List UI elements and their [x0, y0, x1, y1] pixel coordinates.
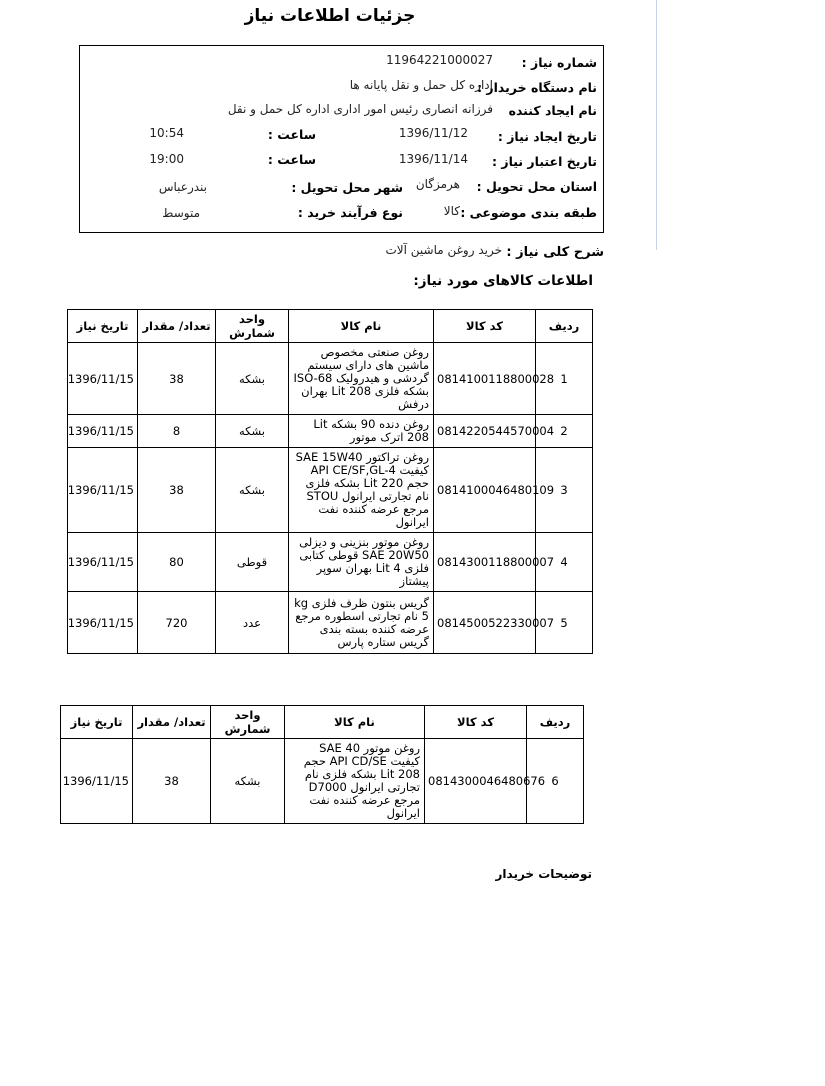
col-header-name: نام کالا: [289, 310, 434, 343]
cell-unit: عدد: [216, 592, 289, 654]
col-header-date: تاریخ نیاز: [68, 310, 138, 343]
buyer-notes-label: توضیحات خریدار: [495, 867, 592, 881]
need-number-value: 11964221000027: [386, 53, 493, 67]
cell-row: 4: [536, 533, 593, 592]
cell-qty: 38: [138, 448, 216, 533]
creator-label: نام ایجاد کننده: [508, 103, 597, 118]
page-divider-line: [656, 0, 657, 250]
cell-name: روغن صنعتی مخصوص ماشین های دارای سیستم گردشی و هیدرولیک ISO-68 بشکه فلزی Lit 208 بهران درفش: [289, 343, 434, 415]
cell-qty: 38: [138, 343, 216, 415]
buyer-org-label: نام دستگاه خریدار :: [477, 80, 597, 95]
goods-table: [67, 309, 593, 654]
cell-row: 3: [536, 448, 593, 533]
category-label: طبقه بندی موضوعی :: [460, 205, 597, 220]
category-value: کالا: [443, 204, 460, 218]
cell-date: 1396/11/15: [68, 343, 138, 415]
cell-qty: 8: [138, 415, 216, 448]
col-header-row: ردیف: [527, 706, 584, 739]
valid-date-label: تاریخ اعتبار نیاز :: [492, 154, 597, 169]
col-header-code: کد کالا: [425, 706, 527, 739]
col-header-unit: واحد شمارش: [211, 706, 285, 739]
cell-name: روغن تراکتور SAE 15W40 کیفیت API CE/SF,GL-4 حجم Lit 220 بشکه فلزی نام تجارتی ایرانول STOU مرجع عرضه کننده نفت ایرانول: [289, 448, 434, 533]
goods-table-continued: [60, 705, 584, 824]
cell-row: 6: [527, 739, 584, 824]
cell-name: روغن دنده 90 بشکه Lit 208 اترک موتور: [289, 415, 434, 448]
province-label: استان محل تحویل :: [476, 179, 597, 194]
page-title: جزئیات اطلاعات نیاز: [244, 6, 416, 26]
table-row: [68, 415, 593, 448]
cell-code: 0814220544570004: [434, 415, 536, 448]
cell-row: 2: [536, 415, 593, 448]
table-row: [61, 739, 584, 824]
table-row: [68, 533, 593, 592]
summary-value: خرید روغن ماشین آلات: [385, 243, 502, 257]
process-label: نوع فرآیند خرید :: [297, 205, 403, 220]
province-value: هرمزگان: [415, 177, 460, 191]
valid-time-label: ساعت :: [267, 152, 316, 167]
cell-row: 5: [536, 592, 593, 654]
city-value: بندرعباس: [158, 180, 207, 194]
col-header-code: کد کالا: [434, 310, 536, 343]
cell-qty: 720: [138, 592, 216, 654]
cell-unit: بشکه: [216, 343, 289, 415]
city-label: شهر محل تحویل :: [291, 180, 403, 195]
cell-name: روغن موتور بنزینی و دیزلی SAE 20W50 قوطی کتابی فلزی Lit 4 بهران سوپر پیشتاز: [289, 533, 434, 592]
cell-date: 1396/11/15: [68, 415, 138, 448]
need-number-label: شماره نیاز :: [521, 55, 597, 70]
col-header-qty: تعداد/ مقدار: [133, 706, 211, 739]
buyer-org-value: اداره کل حمل و نقل پایانه ها: [349, 78, 493, 92]
col-header-unit: واحد شمارش: [216, 310, 289, 343]
cell-date: 1396/11/15: [68, 448, 138, 533]
process-value: متوسط: [162, 206, 200, 220]
goods-table-header: [68, 310, 593, 343]
cell-unit: بشکه: [216, 415, 289, 448]
cell-name: روغن موتور SAE 40 کیفیت API CD/SE حجم Lit 208 بشکه فلزی نام تجارتی ایرانول D7000 مرجع عرضه کننده نفت ایرانول: [285, 739, 425, 824]
goods-table-header: [61, 706, 584, 739]
cell-code: 0814500522330007: [434, 592, 536, 654]
goods-section-title: اطلاعات کالاهای مورد نیاز:: [413, 273, 593, 289]
create-time-value: 10:54: [149, 126, 184, 140]
cell-qty: 38: [133, 739, 211, 824]
cell-unit: بشکه: [211, 739, 285, 824]
cell-code: 0814100046480109: [434, 448, 536, 533]
cell-row: 1: [536, 343, 593, 415]
create-date-value: 1396/11/12: [398, 126, 468, 140]
cell-name: گریس بنتون ظرف فلزی kg 5 نام تجارتی اسطوره مرجع عرضه کننده بسته بندی گریس ستاره پارس: [289, 592, 434, 654]
cell-unit: بشکه: [216, 448, 289, 533]
table-row: [68, 592, 593, 654]
col-header-qty: تعداد/ مقدار: [138, 310, 216, 343]
create-date-label: تاریخ ایجاد نیاز :: [497, 129, 597, 144]
valid-time-value: 19:00: [149, 152, 184, 166]
cell-code: 0814300046480676: [425, 739, 527, 824]
cell-qty: 80: [138, 533, 216, 592]
need-info-box: [79, 45, 604, 233]
summary-label: شرح کلی نیاز :: [506, 245, 604, 260]
cell-unit: قوطی: [216, 533, 289, 592]
table-row: [68, 343, 593, 415]
col-header-date: تاریخ نیاز: [61, 706, 133, 739]
col-header-name: نام کالا: [285, 706, 425, 739]
cell-code: 0814300118800007: [434, 533, 536, 592]
cell-date: 1396/11/15: [61, 739, 133, 824]
col-header-row: ردیف: [536, 310, 593, 343]
valid-date-value: 1396/11/14: [398, 152, 468, 166]
table-row: [68, 448, 593, 533]
cell-date: 1396/11/15: [68, 533, 138, 592]
creator-value: فرزانه انصاری رئیس امور اداری اداره کل حمل و نقل: [227, 102, 493, 116]
cell-date: 1396/11/15: [68, 592, 138, 654]
cell-code: 0814100118800028: [434, 343, 536, 415]
create-time-label: ساعت :: [267, 127, 316, 142]
